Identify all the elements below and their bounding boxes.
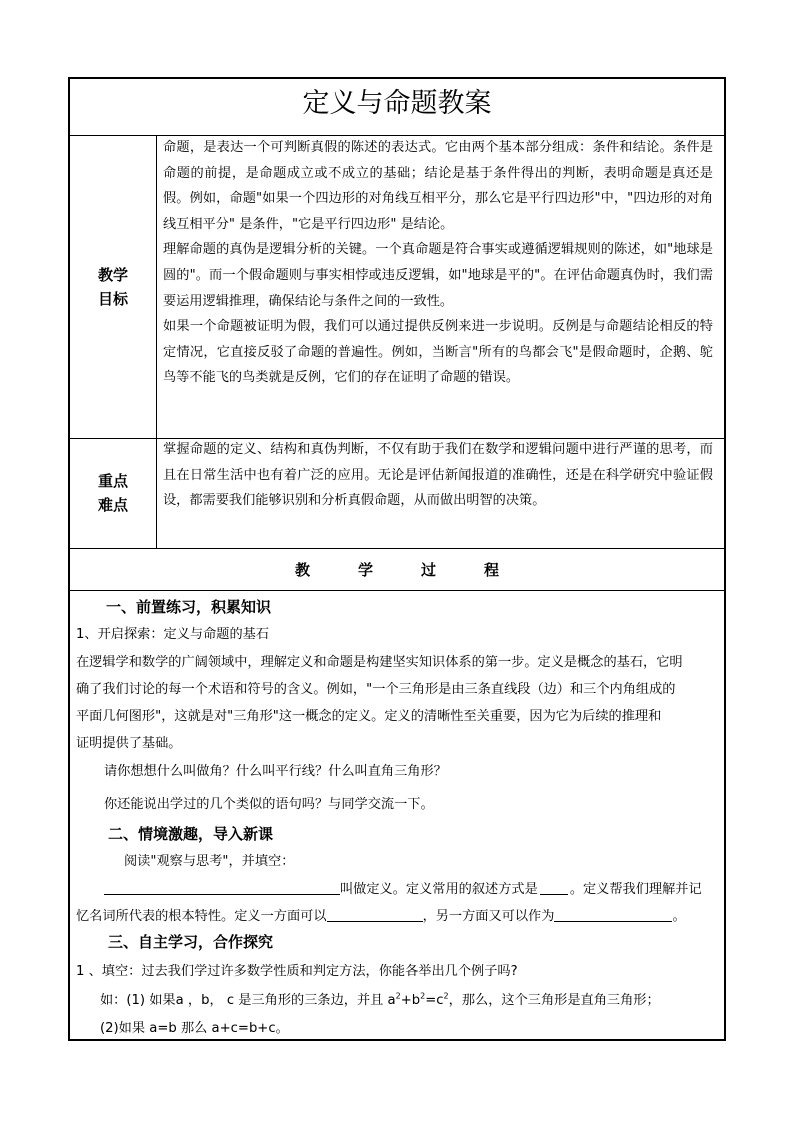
paragraph1-line: 证明提供了基础。: [76, 736, 182, 751]
superscript: 2: [443, 991, 449, 1001]
row-divider: [70, 590, 724, 591]
row-divider: [70, 548, 724, 549]
objectives-label-line1: 教学: [97, 266, 128, 284]
item1: 1、开启探索：定义与命题的基石: [76, 627, 270, 642]
key-points-label: [70, 469, 156, 517]
key-points-label-line2: 难点: [97, 496, 128, 514]
paragraph1-line: 平面几何图形"，这就是对"三角形"这一概念的定义。定义的清晰性至关重要，因为它为后续的推理和: [76, 709, 662, 724]
fill-line-1: [104, 878, 718, 897]
example-text: =c: [425, 993, 444, 1008]
blank-definition[interactable]: [104, 881, 340, 895]
column-divider: [156, 135, 157, 548]
objectives-label-line2: 目标: [97, 290, 128, 308]
objectives-paragraph: 命题，是表达一个可判断真假的陈述的表达式。它由两个基本部分组成：条件和结论。条件是命题的前提，是命题成立或不成立的基础；结论是基于条件得出的判断，表明命题是真还是假。例如，命题"如果一个四边形的对角线互相平分，那么它是平行四边形"中，"四边形的对角线互相平分" 是条件，"它是平行四边形" 是结论。: [163, 140, 713, 232]
objectives-paragraph: 如果一个命题被证明为假，我们可以通过提供反例来进一步说明。反例是与命题结论相反的特定情况，它直接反驳了命题的普遍性。例如，当断言"所有的鸟都会飞"是假命题时，企鹅、鸵鸟等不能飞的鸟类就是反例，它们的存在证明了命题的错误。: [163, 319, 713, 386]
section1-title: 一、前置练习，积累知识: [106, 598, 272, 616]
process-heading-char: 过: [421, 561, 437, 579]
process-heading-char: 教: [294, 561, 310, 579]
fill-line-2: [76, 905, 718, 924]
section3-title: 三、自主学习，合作探究: [108, 933, 274, 951]
superscript: 2: [395, 991, 401, 1001]
process-heading: [70, 559, 724, 580]
fill-text: 忆名词所代表的根本特性。定义一方面可以: [76, 909, 327, 924]
fill-text: 。定义帮我们理解并记: [569, 882, 702, 897]
blank-purpose-1[interactable]: [327, 908, 423, 922]
fill-text: ，另一方面又可以作为: [422, 909, 555, 924]
item2: 1 、填空：过去我们学过许多数学性质和判定方法，你能各举出几个例子吗?: [76, 964, 518, 979]
superscript: 2: [420, 991, 426, 1001]
key-points-text: [163, 437, 713, 514]
example1: [100, 989, 718, 1008]
paragraph1-line: 确了我们讨论的每一个术语和符号的含义。例如，"一个三角形是由三条直线段（边）和三个内角组成的: [76, 682, 676, 697]
example-text: 如：(1) 如果a ，b， c 是三角形的三条边，并且 a: [100, 993, 396, 1008]
example-text: ，那么，这个三角形是直角三角形；: [448, 993, 660, 1008]
fill-text: 叫做定义。定义常用的叙述方式是: [340, 882, 538, 897]
question1: 请你想想什么叫做角？什么叫平行线？什么叫直角三角形？: [104, 764, 447, 779]
blank-purpose-2[interactable]: [554, 908, 672, 922]
key-points-paragraph: 掌握命题的定义、结构和真伪判断，不仅有助于我们在数学和逻辑问题中进行严谨的思考，而且在日常生活中也有着广泛的应用。无论是评估新闻报道的准确性，还是在科学研究中验证假设，都需要我们能够识别和分析真假命题，从而做出明智的决策。: [163, 442, 713, 509]
section2-title: 二、情境激趣，导入新课: [108, 825, 274, 843]
lesson-plan-table: [68, 77, 726, 1041]
process-heading-char: 程: [484, 561, 500, 579]
page-title: 定义与命题教案: [302, 88, 492, 119]
process-heading-char: 学: [357, 561, 373, 579]
example-text: +b: [400, 993, 421, 1008]
fill-text: 。: [672, 909, 686, 924]
reading-instruction: 阅读"观察与思考"，并填空：: [124, 854, 295, 869]
key-points-label-line1: 重点: [97, 472, 128, 490]
objectives-label: [70, 263, 156, 311]
paragraph1-line: 在逻辑学和数学的广阔领域中，理解定义和命题是构建坚实知识体系的第一步。定义是概念的基石，它明: [76, 655, 683, 670]
objectives-paragraph: 理解命题的真伪是逻辑分析的关键。一个真命题是符合事实或遵循逻辑规则的陈述，如"地球是圆的"。而一个假命题则与事实相悖或违反逻辑，如"地球是平的"。在评估命题真伪时，我们需要运用逻辑推理，确保结论与条件之间的一致性。: [163, 242, 713, 309]
question2: 你还能说出学过的几个类似的语句吗？与同学交流一下。: [104, 797, 434, 812]
blank-narrative-form[interactable]: [540, 881, 568, 895]
example2: (2)如果 a=b 那么 a+c=b+c。: [100, 1021, 289, 1036]
objectives-text: [163, 135, 713, 391]
